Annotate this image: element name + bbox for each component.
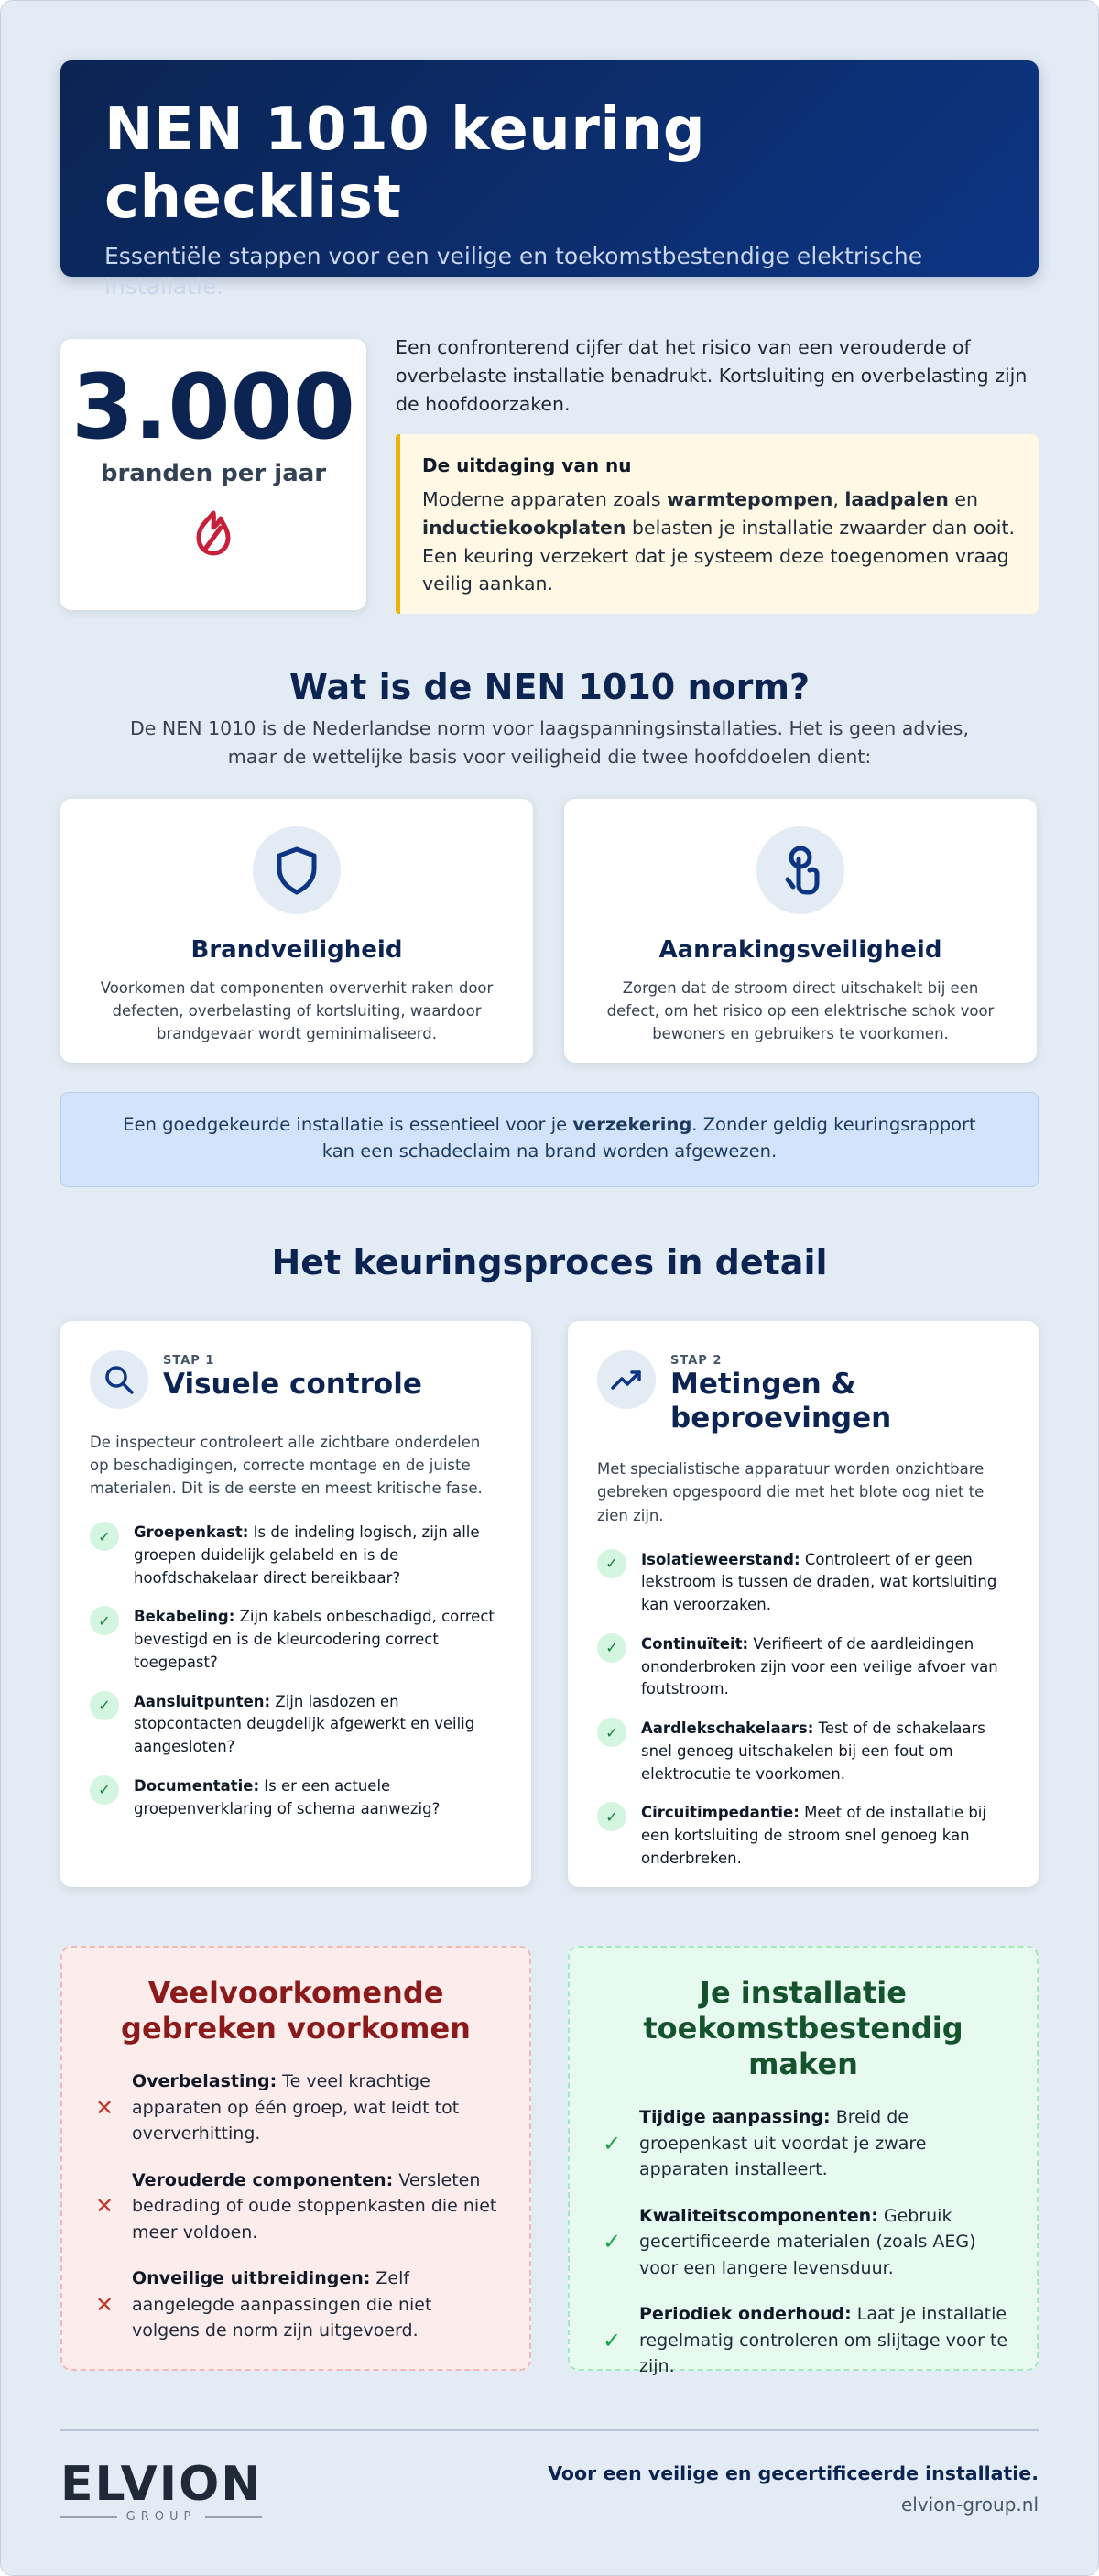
stat-label: branden per jaar <box>100 459 327 487</box>
challenge-callout <box>396 434 1039 614</box>
check-icon: ✓ <box>603 2327 622 2353</box>
future-proof-panel <box>568 1946 1039 2377</box>
company-logo <box>60 2457 263 2524</box>
norm-card-title: Brandveiligheid <box>190 936 403 964</box>
norm-card-fire-safety <box>60 799 533 1063</box>
checklist-item: ✓ Aardlekschakelaars: Test of de schakelaars snel genoeg uitschakelen bij een fout om elektrocutie te voorkomen. <box>597 1718 1009 1785</box>
process-section-title: Het keuringsproces in detail <box>271 1242 828 1283</box>
tip-item: ✓ Tijdige aanpassing: Breid de groepenkast uit voordat je zware apparaten installeert. <box>597 2104 1009 2183</box>
norm-card-text: Zorgen dat de stroom direct uitschakelt bij een defect, om het risico op een elektrische schok voor bewoners en gebruikers te voorkomen. <box>606 979 995 1043</box>
checklist-item: ✓ Groepenkast: Is de indeling logisch, zijn alle groepen duidelijk gelabeld en is de hoofdschakelaar direct bereikbaar? <box>90 1522 502 1589</box>
insurance-notice: Een goedgekeurde installatie is essentieel voor je verzekering. Zonder geldig keuringsrapport kan een schadeclaim na brand worden afgewezen. <box>60 1092 1039 1187</box>
footer-url[interactable]: elvion-group.nl <box>900 2494 1039 2516</box>
check-icon: ✓ <box>603 2130 622 2156</box>
check-icon: ✓ <box>597 1549 626 1578</box>
footer-info <box>548 2462 1039 2516</box>
cross-icon: ✕ <box>95 2193 114 2220</box>
challenge-text: Moderne apparaten zoals warmtepompen, laadpalen en inductiekookplaten belasten je installatie zwaarder dan ooit. Een keuring verzekert dat je systeem deze toegenomen vraag veilig aankan. <box>422 488 1016 595</box>
page-title: NEN 1010 keuring checklist <box>104 96 706 232</box>
norm-card-title: Aanrakingsveiligheid <box>658 936 942 964</box>
cross-icon: ✕ <box>95 2094 114 2121</box>
hand-touch-icon <box>775 843 826 898</box>
logo-subtext: GROUP <box>125 2510 197 2524</box>
check-icon: ✓ <box>597 1718 626 1747</box>
checklist-item: ✓ Isolatieweerstand: Controleert of er geen lekstroom is tussen de draden, wat kortsluiting kan veroorzaken. <box>597 1549 1009 1617</box>
stat-number: 3.000 <box>71 355 355 460</box>
checklist-item: ✓ Bekabeling: Zijn kabels onbeschadigd, correct bevestigd en is de kleurcodering correct toegepast? <box>90 1606 502 1674</box>
checklist-item: ✓ Aansluitpunten: Zijn lasdozen en stopcontacten deugdelijk afgewerkt en veilig aangesloten? <box>90 1691 502 1759</box>
checklist-item: ✓ Documentatie: Is er een actuele groepenverklaring of schema aanwezig? <box>90 1775 502 1821</box>
step-description: De inspecteur controleert alle zichtbare onderdelen op beschadigingen, correcte montage en de juiste materialen. Dit is de eerste en meest kritische fase. <box>90 1434 483 1498</box>
flame-icon <box>188 508 239 559</box>
check-icon: ✓ <box>603 2229 622 2255</box>
defects-title: Veelvoorkomende gebreken voorkomen <box>121 1975 471 2047</box>
check-icon: ✓ <box>90 1522 119 1551</box>
hero-header <box>60 60 1039 300</box>
defect-item: ✕ Overbelasting: Te veel krachtige apparaten op één groep, wat leidt tot oververhitting. <box>90 2068 502 2147</box>
future-proof-title: Je installatie toekomstbestendig maken <box>643 1975 963 2082</box>
footer-divider <box>60 2429 1039 2431</box>
defect-item: ✕ Onveilige uitbreidingen: Zelf aangelegde aanpassingen die niet volgens de norm zijn uitgevoerd. <box>90 2265 502 2344</box>
norm-section-title: Wat is de NEN 1010 norm? <box>289 667 810 707</box>
trend-up-icon <box>610 1366 643 1393</box>
tip-item: ✓ Periodiek onderhoud: Laat je installatie regelmatig controleren om slijtage voor te zijn. <box>597 2301 1009 2380</box>
tip-item: ✓ Kwaliteitscomponenten: Gebruik gecertificeerde materialen (zoals AEG) voor een langere levensduur. <box>597 2203 1009 2282</box>
step-number: STAP 2 <box>670 1354 723 1368</box>
stat-intro-text: Een confronterend cijfer dat het risico van een verouderde of overbelaste installatie benadrukt. Kortsluiting en overbelasting zijn de hoofdoorzaken. <box>396 336 1028 415</box>
check-icon: ✓ <box>90 1691 119 1720</box>
step-number: STAP 1 <box>163 1354 215 1368</box>
step-description: Met specialistische apparatuur worden onzichtbare gebreken opgespoord die met het blote oog niet te zien zijn. <box>597 1460 985 1524</box>
check-icon: ✓ <box>90 1775 119 1805</box>
checklist-item: ✓ Continuïteit: Verifieert of de aardleidingen ononderbroken zijn voor een veilige afvoer van foutstroom. <box>597 1633 1009 1701</box>
norm-card-touch-safety <box>564 799 1037 1063</box>
page-subtitle: Essentiële stappen voor een veilige en toekomstbestendige elektrische installatie. <box>104 243 923 300</box>
defects-panel <box>60 1946 531 2371</box>
checklist-item: ✓ Circuitimpedantie: Meet of de installatie bij een kortsluiting de stroom snel genoeg kan onderbreken. <box>597 1802 1009 1870</box>
step-card-visual-inspection <box>60 1321 531 1887</box>
shield-icon <box>273 845 321 896</box>
check-icon: ✓ <box>90 1606 119 1635</box>
norm-card-text: Voorkomen dat componenten oververhit raken door defecten, overbelasting of kortsluiting, waardoor brandgevaar wordt geminimaliseerd. <box>100 979 494 1043</box>
step-title: Visuele controle <box>163 1368 422 1401</box>
logo-wordmark: ELVION <box>60 2457 263 2512</box>
step-card-measurements <box>568 1321 1039 1887</box>
search-icon <box>103 1364 135 1395</box>
check-icon: ✓ <box>597 1802 626 1831</box>
check-icon: ✓ <box>597 1633 626 1663</box>
norm-section-subtitle: De NEN 1010 is de Nederlandse norm voor laagspanningsinstallaties. Het is geen advies, maar de wettelijke basis voor veiligheid die twee hoofddoelen dient: <box>130 717 969 768</box>
cross-icon: ✕ <box>95 2291 114 2318</box>
defect-item: ✕ Verouderde componenten: Versleten bedrading of oude stoppenkasten die niet meer voldoen. <box>90 2167 502 2246</box>
step-title: Metingen & beproevingen <box>670 1368 892 1435</box>
challenge-title: De uitdaging van nu <box>422 454 632 476</box>
stat-card <box>60 339 366 610</box>
footer-tagline: Voor een veilige en gecertificeerde installatie. <box>548 2462 1039 2484</box>
